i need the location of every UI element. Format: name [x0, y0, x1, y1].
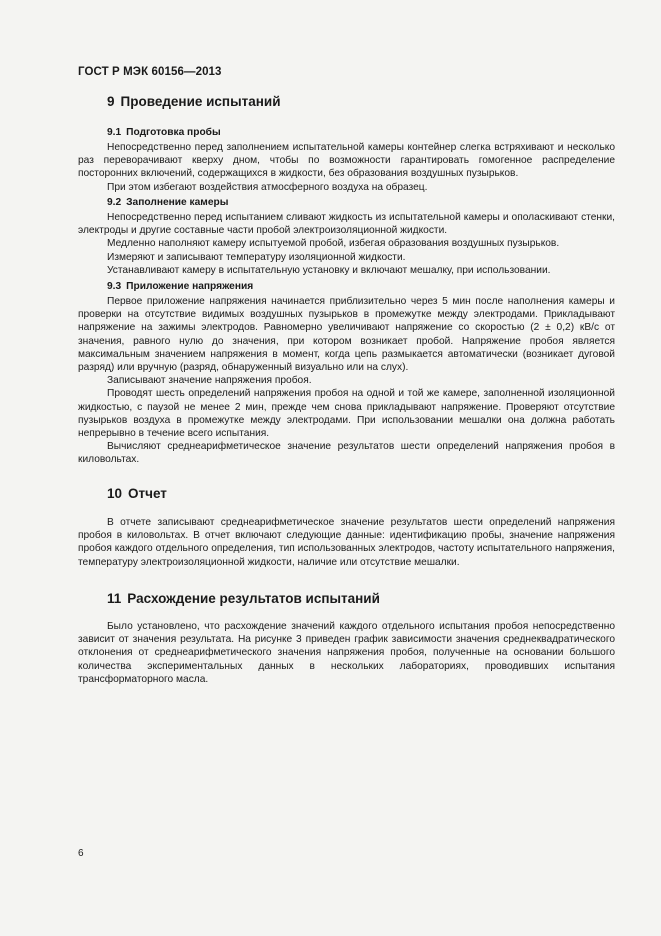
subsection-9-2-heading [78, 196, 644, 209]
section-number: 11 [107, 591, 122, 606]
section-number: 10 [107, 486, 123, 501]
subsection-number: 9.2 [107, 197, 122, 208]
subsection-9-1-body [78, 141, 615, 194]
paragraph: Проводят шесть определений напряжения пробоя на одной и той же камере, заполненной изоляционной жидкостью, с паузой не менее 2 мин, прежде чем снова прикладывают напряжение. Проверяют отсутствие пузырьков воздуха в промежутке между электродами. При использовании мешалки она должна работать непрерывно в течение всего испытания. [78, 388, 615, 440]
paragraph: Непосредственно перед заполнением испытательной камеры контейнер слегка встряхивают и несколько раз переворачивают кверху дном, чтобы по возможности гарантировать гомогенное распределение посторонних включений, содержащихся в жидкости, без образования воздушных пузырьков. [78, 142, 615, 180]
subsection-title: Подготовка пробы [126, 127, 221, 138]
paragraph: Измеряют и записывают температуру изоляционной жидкости. [107, 251, 406, 263]
section-10-body [78, 516, 615, 569]
paragraph: Вычисляют среднеарифметическое значение результатов шести определений напряжения пробоя в киловольтах. [78, 441, 615, 466]
paragraph: Медленно наполняют камеру испытуемой пробой, избегая образования воздушных пузырьков. [107, 238, 560, 250]
subsection-9-1-heading [78, 126, 644, 139]
section-9-heading [78, 94, 644, 109]
subsection-9-3-body [78, 295, 615, 467]
section-title: Расхождение результатов испытаний [127, 591, 380, 606]
section-number: 9 [107, 94, 115, 109]
section-11-heading [78, 591, 644, 606]
paragraph: Непосредственно перед испытанием сливают жидкость из испытательной камеры и ополаскивают стенки, электроды и другие составные части пробой электроизоляционной жидкости. [78, 212, 615, 237]
paragraph: Устанавливают камеру в испытательную установку и включают мешалку, при использовании. [107, 264, 551, 276]
subsection-9-3-heading [78, 280, 644, 293]
paragraph: В отчете записывают среднеарифметическое значение результатов шести определений напряжения пробоя в киловольтах. В отчет включают следующие данные: идентификацию пробы, значение напряжения пробоя каждого отдельного определения, тип использованных электродов, частоту испытательного напряжения, температуру электроизоляционной жидкости, наличие или отсутствие мешалки. [78, 517, 615, 568]
section-title: Отчет [128, 486, 167, 501]
paragraph: Первое приложение напряжения начинается приблизительно через 5 мин после наполнения камеры и проверки на отсутствие видимых воздушных пузырьков в промежутке между электродами. Прикладывают напряжение на зажимы электродов. Равномерно увеличивают напряжение со скоростью (2 ± 0,2) кВ/с от значения, равного нулю до значения, при котором возникает пробой. Напряжение пробоя является максимальным значением напряжения в момент, когда цепь размыкается автоматически (возникает дуговой разряд) или вручную (разряд, обнаруженный визуально или на слух). [78, 296, 615, 374]
section-title: Проведение испытаний [120, 94, 281, 109]
page-number: 6 [78, 848, 84, 859]
subsection-title: Приложение напряжения [126, 281, 254, 292]
subsection-title: Заполнение камеры [126, 197, 229, 208]
section-11-body [78, 620, 615, 686]
document-header: ГОСТ Р МЭК 60156—2013 [78, 66, 222, 78]
subsection-number: 9.1 [107, 127, 122, 138]
paragraph: Записывают значение напряжения пробоя. [107, 375, 312, 387]
section-10-heading [78, 486, 644, 501]
paragraph: При этом избегают воздействия атмосферного воздуха на образец. [107, 181, 428, 193]
subsection-9-2-body [78, 211, 615, 277]
paragraph: Было установлено, что расхождение значений каждого отдельного испытания пробоя непосредственно зависит от значения результата. На рисунке 3 приведен график зависимости значения среднеквадратического отклонения от среднеарифметического значения напряжения пробоя, полученные на основании большого количества экспериментальных данных в нескольких лабораториях, проводивших испытания трансформаторного масла. [78, 621, 615, 685]
subsection-number: 9.3 [107, 281, 122, 292]
